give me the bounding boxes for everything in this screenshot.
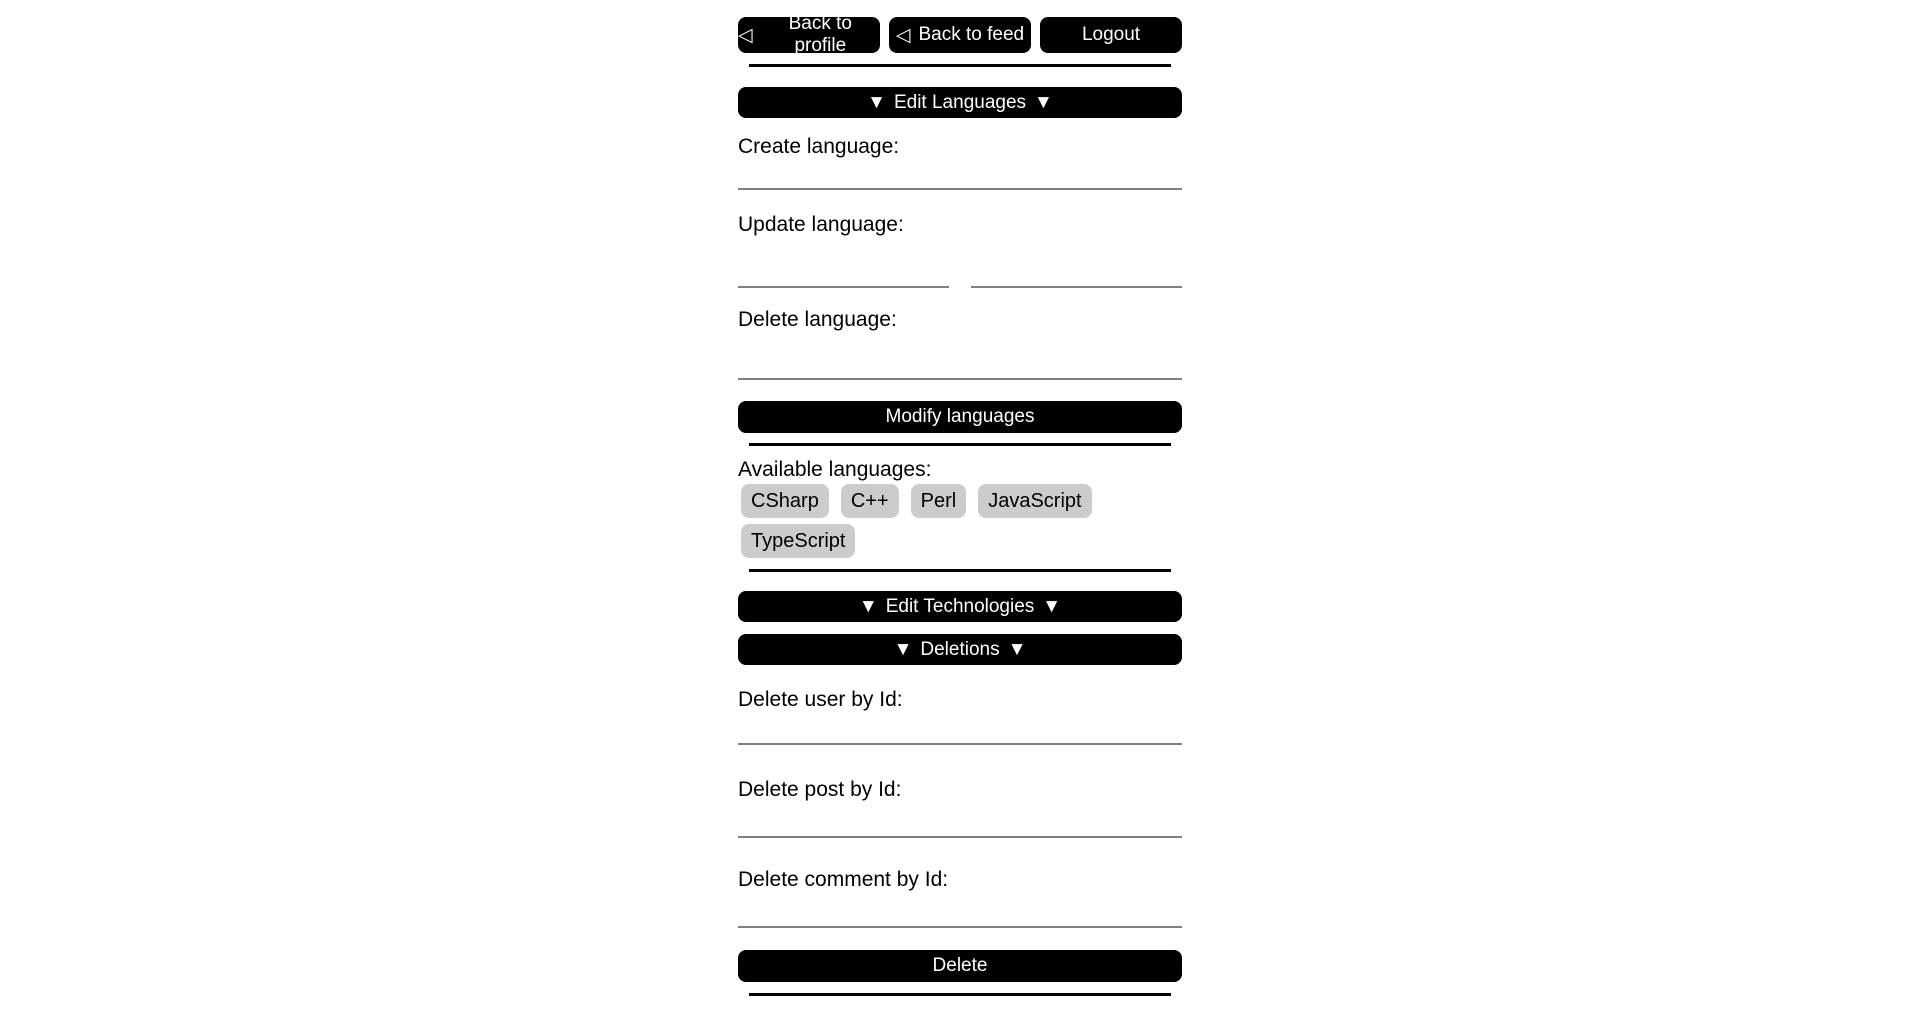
chevron-down-icon: ▼: [867, 91, 886, 113]
update-language-row: [738, 258, 1182, 288]
create-language-input[interactable]: [738, 160, 1182, 190]
language-tag: JavaScript: [978, 484, 1091, 518]
delete-button-label: Delete: [932, 955, 988, 976]
delete-user-id-input[interactable]: [738, 715, 1182, 745]
update-language-label: Update language:: [738, 213, 904, 236]
back-arrow-icon: ◁: [738, 24, 753, 46]
language-tag: Perl: [911, 484, 967, 518]
delete-user-label: Delete user by Id:: [738, 688, 903, 711]
admin-panel: [738, 0, 1182, 996]
back-arrow-icon: ◁: [895, 24, 911, 46]
section-divider: [749, 569, 1171, 572]
create-language-label: Create language:: [738, 135, 900, 158]
delete-language-input[interactable]: [738, 350, 1182, 380]
chevron-down-icon: ▼: [858, 595, 878, 617]
chevron-down-icon: ▼: [1034, 91, 1053, 113]
section-divider: [749, 64, 1171, 67]
back-to-profile-button[interactable]: [738, 13, 880, 56]
delete-language-label: Delete language:: [738, 308, 897, 331]
edit-languages-toggle[interactable]: [738, 87, 1182, 118]
update-language-old-input[interactable]: [738, 258, 949, 288]
edit-languages-toggle-label: Edit Languages: [893, 91, 1027, 113]
logout-button[interactable]: [1040, 17, 1182, 53]
modify-languages-button[interactable]: [738, 401, 1182, 433]
logout-label: Logout: [1081, 24, 1141, 45]
language-tag: CSharp: [741, 484, 829, 518]
delete-button[interactable]: [738, 950, 1182, 982]
section-divider: [749, 993, 1171, 996]
delete-comment-label: Delete comment by Id:: [738, 868, 949, 891]
delete-comment-id-input[interactable]: [738, 898, 1182, 928]
back-to-profile-label: Back to profile: [788, 13, 852, 56]
deletions-toggle-label: Deletions: [920, 638, 1000, 660]
back-to-feed-button[interactable]: [889, 17, 1031, 53]
top-button-row: [738, 13, 1182, 56]
edit-technologies-toggle[interactable]: [738, 591, 1182, 622]
language-tag: C++: [841, 484, 899, 518]
delete-post-label: Delete post by Id:: [738, 778, 902, 801]
deletions-toggle[interactable]: [738, 634, 1182, 665]
section-divider: [749, 443, 1171, 446]
available-languages-list: [741, 484, 1177, 558]
chevron-down-icon: ▼: [893, 638, 913, 660]
edit-technologies-toggle-label: Edit Technologies: [885, 595, 1035, 617]
chevron-down-icon: ▼: [1007, 638, 1027, 660]
update-language-new-input[interactable]: [971, 258, 1182, 288]
available-languages-label: Available languages:: [738, 458, 932, 481]
back-to-feed-label: Back to feed: [918, 24, 1025, 45]
delete-post-id-input[interactable]: [738, 808, 1182, 838]
modify-languages-label: Modify languages: [885, 406, 1035, 427]
chevron-down-icon: ▼: [1042, 595, 1062, 617]
language-tag: TypeScript: [741, 524, 855, 558]
